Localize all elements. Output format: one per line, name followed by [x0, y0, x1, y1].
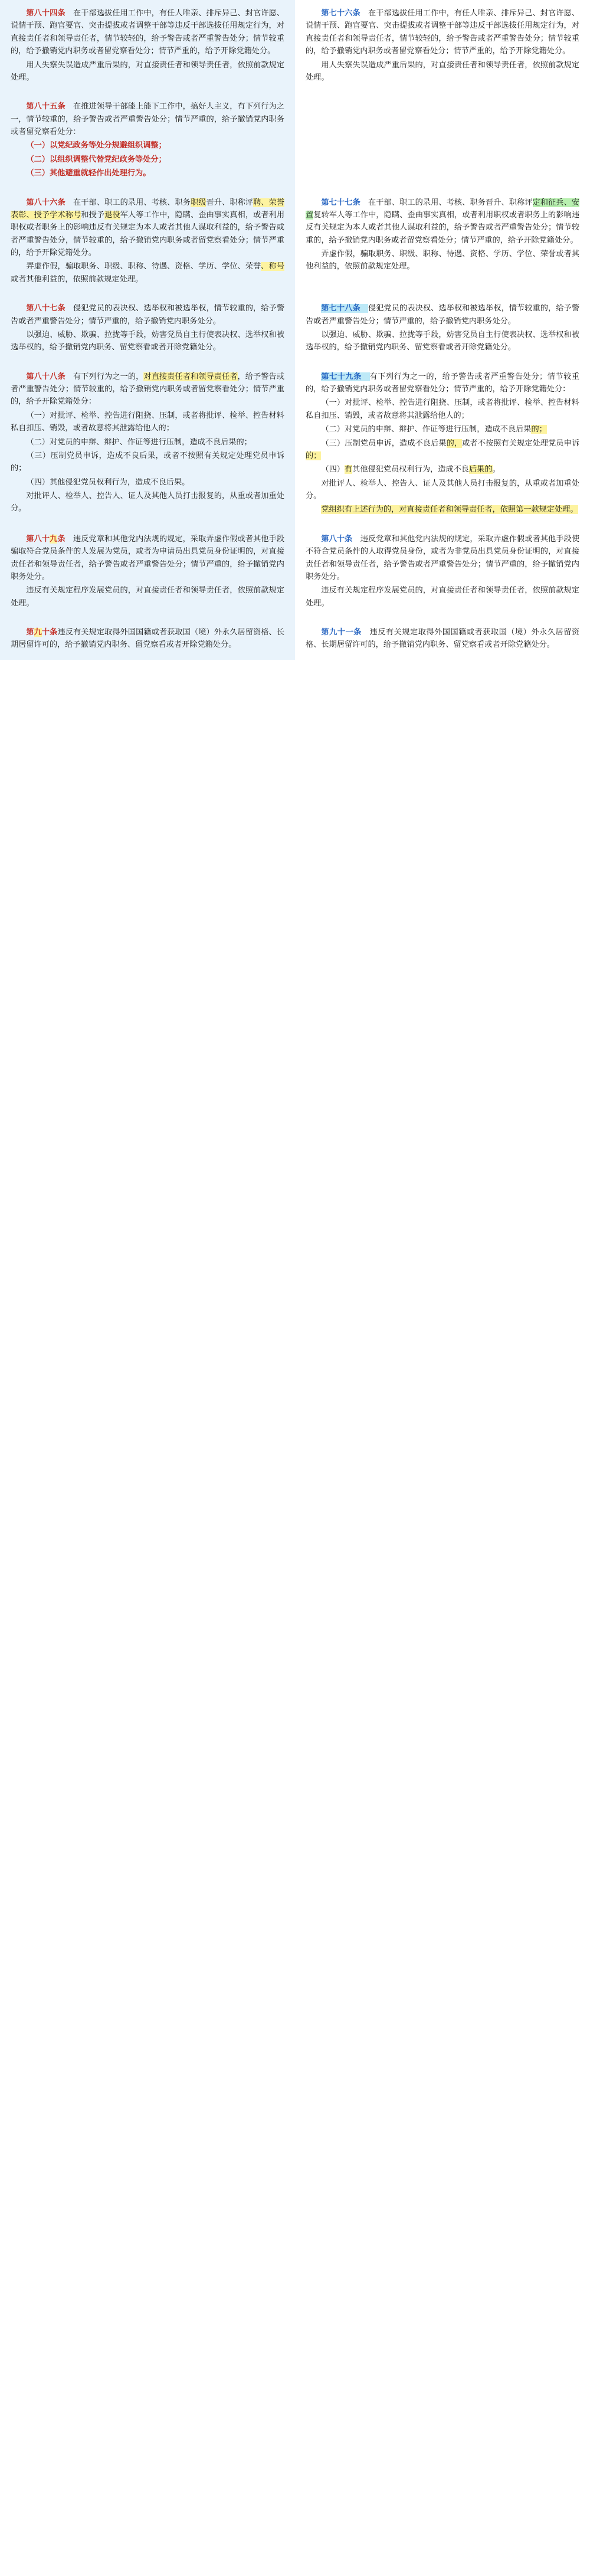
article-number: 第九十一条: [321, 628, 370, 637]
article-body: 用人失察失误造成严重后果的，对直接责任者和领导责任者，依照前款规定处理。: [11, 60, 284, 82]
highlight: 职级: [190, 198, 206, 207]
highlight: 有: [344, 465, 353, 474]
highlight: 的，: [446, 438, 463, 448]
article-number: 第八十六条: [26, 198, 73, 207]
comparison-document: [0, 0, 590, 660]
article-item: （二）对党员的申辩、辩护、作证等进行压制，造成不良后果的；: [321, 425, 547, 434]
right-column-cell: [295, 355, 590, 518]
highlight: 的；: [306, 451, 322, 460]
left-column-cell: [0, 181, 295, 287]
article-item: 对批评人、检举人、控告人、证人及其他人员打击报复的，从重或者加重处分。: [11, 492, 284, 513]
article-item: （一）对批评、检举、控告进行阻挠、压制，或者将批评、检举、控告材料私自扣压、销毁，或者故意将其泄露给他人的；: [306, 398, 579, 420]
right-column-cell: [295, 0, 590, 85]
right-column-cell: [295, 518, 590, 611]
left-column-cell: [0, 0, 295, 85]
article-body: 侵犯党员的表决权、选举权和被选举权，情节较重的，给予警告或者严重警告处分；情节严重的，给予撤销党内职务处分。: [11, 304, 285, 326]
article-body: 在干部选拔任用工作中，有任人唯亲、排斥异己、封官许愿、说情干预、跑官要官、突击提拔或者调整干部等违反干部选拔任用规定行为，对直接责任者和领导责任者，情节较轻的，给予警告或者严重警告处分；情节较重的，给予撤销党内职务或者留党察看处分；情节严重的，给予开除党籍处分。: [11, 9, 285, 56]
article-body: 违反有关规定取得外国国籍或者获取国（境）外永久居留资格、长期居留许可的，给予撤销党内职务、留党察看或者开除党籍处分。: [306, 628, 580, 650]
article-number: 第七十九条: [321, 372, 370, 381]
article-item: （四）有其他侵犯党员权利行为，造成不良后果的。: [321, 465, 500, 474]
article-item: 党组织有上述行为的，对直接责任者和领导责任者，依照第一款规定处理。: [321, 505, 578, 515]
left-column-cell: [0, 611, 295, 660]
article-body: 违反有关规定取得外国国籍或者获取国（境）外永久居留资格、长期居留许可的，给予撤销党内职务、留党察看或者开除党籍处分。: [11, 628, 285, 650]
article-item: （四）其他侵犯党员权利行为，造成不良后果。: [26, 477, 190, 487]
article-body: 在干部选拔任用工作中，有任人唯亲、排斥异己、封官许愿、说情干预、跑官要官、突击提拔或者调整干部等违反干部选拔任用规定行为，对直接责任者和领导责任者，情节较轻的，给予警告或者严重警告处分；情节较重的，给予撤销党内职务或者留党察看处分；情节严重的，给予开除党籍处分。: [306, 9, 580, 56]
section-row: [0, 181, 590, 287]
article-body: 在干部、职工的录用、考核、职务晋升、职称评定和征兵、安置复转军人等工作中，隐瞒、歪曲事实真相，或者利用职权或者职务上的影响违反有关规定为本人或者其他人谋取利益的，给予警告或者严重警告处分；情节较重的，给予撤销党内职务或者留党察看处分；情节严重的，给予开除党籍处分。: [306, 198, 580, 245]
article-number: 第七十六条: [321, 9, 368, 18]
article-body: 违反有关规定程序发展党员的，对直接责任者和领导责任者，依照前款规定处理。: [306, 586, 579, 608]
article-body: 在干部、职工的录用、考核、职务职级晋升、职称评聘、荣誉表彰、授予学术称号和授予退役军人等工作中，隐瞒、歪曲事实真相，或者利用职权或者职务上的影响违反有关规定为本人或者其他人谋取利益的，给予警告或者严重警告处分，情节较重的，给予撤销党内职务或者留党察看处分；情节严重的，给予开除党籍处分。: [11, 198, 285, 257]
article-body: 有下列行为之一的，给予警告或者严重警告处分；情节较重的，给予撤销党内职务或者留党察看处分；情节严重的，给予开除党籍处分：: [306, 372, 580, 394]
article-body: 弄虚作假，骗取职务、职级、职称、待遇、资格、学历、学位、荣誉、称号或者其他利益的，依照前款规定处理。: [11, 262, 285, 284]
article-item: （一）对批评、检举、控告进行阻挠、压制，或者将批评、检举、控告材料私自扣压、销毁，或者故意将其泄露给他人的；: [11, 411, 284, 433]
highlight: 对直接责任者和领导责任者: [143, 372, 238, 381]
left-column-cell: [0, 85, 295, 181]
left-column-cell: [0, 287, 295, 355]
article-item: （二）对党员的申辩、辩护、作证等进行压制，造成不良后果的；: [26, 437, 252, 447]
right-column-cell: [295, 85, 590, 181]
article-number: 第八十九条: [26, 534, 65, 544]
article-body: 用人失察失误造成严重后果的，对直接责任者和领导责任者，依照前款规定处理。: [306, 60, 579, 82]
section-row: [0, 85, 590, 181]
article-body: 有下列行为之一的，对直接责任者和领导责任者，给予警告或者严重警告处分；情节较重的，给予撤销党内职务或者留党察看处分；情节严重的，给予开除党籍处分：: [11, 372, 285, 407]
article-number: 第七十八条: [321, 304, 368, 313]
article-number: 第八十条: [321, 534, 360, 544]
article-body: 在推进领导干部能上能下工作中，搞好人主义，有下列行为之一，情节较重的，给予警告或者严重警告处分；情节严重的，给予撤销党内职务或者留党察看处分：: [11, 102, 285, 136]
section-row: [0, 287, 590, 355]
section-row: [0, 355, 590, 518]
article-number: 第八十七条: [26, 304, 73, 313]
right-column-cell: [295, 611, 590, 660]
section-row: [0, 518, 590, 611]
right-column-cell: [295, 287, 590, 355]
highlight: 后果的: [468, 465, 493, 474]
article-item: （二）以组织调整代替党纪政务等处分；: [26, 155, 166, 164]
article-body: 侵犯党员的表决权、选举权和被选举权，情节较重的，给予警告或者严重警告处分；情节严重的，给予撤销党内职务处分。: [306, 304, 580, 326]
section-row: [0, 0, 590, 85]
highlight: 退役: [104, 210, 120, 220]
right-column-cell: [295, 181, 590, 287]
article-body: 违反党章和其他党内法规的规定，采取弄虚作假或者其他手段使不符合党员条件的人取得党员身份，或者为非党员出具党员身份证明的，对直接责任者和领导责任者，给予警告或者严重警告处分；情节严重的，给予撤销党内职务处分。: [306, 534, 580, 581]
highlight: 聘、荣誉表彰、授予学术称号: [11, 198, 285, 220]
article-item: （三）压制党员申诉，造成不良后果，或者不按照有关规定处理党员申诉的；: [11, 451, 284, 473]
article-number: 第九十条: [26, 628, 58, 637]
left-column-cell: [0, 355, 295, 518]
article-body: 违反有关规定程序发展党员的，对直接责任者和领导责任者，依照前款规定处理。: [11, 586, 284, 608]
article-number: 第八十八条: [26, 372, 73, 381]
article-number: 第八十五条: [26, 102, 73, 112]
article-body: 以强迫、威胁、欺骗、拉拢等手段，妨害党员自主行使表决权、选举权和被选举权的，给予撤销党内职务、留党察看或者开除党籍处分。: [11, 330, 284, 352]
article-body: 违反党章和其他党内法规的规定，采取弄虚作假或者其他手段骗取符合党员条件的人发展为党员，或者为申请员出具党员身份证明的，对直接责任者和领导责任者，给予警告或者严重警告处分；情节严重的，给予撤销党内职务处分。: [11, 534, 285, 581]
article-body: 弄虚作假，骗取职务、职级、职称、待遇、资格、学历、学位、荣誉或者其他利益的，依照前款规定处理。: [306, 250, 579, 271]
article-item: （一）以党纪政务等处分规避组织调整；: [26, 141, 166, 150]
article-number: 第七十七条: [321, 198, 368, 207]
section-row: [0, 611, 590, 660]
highlight: 、称号: [261, 262, 285, 271]
article-item: （三）压制党员申诉，造成不良后果的，或者不按照有关规定处理党员申诉的；: [306, 438, 580, 460]
highlight: 定和征兵、安置: [306, 198, 580, 220]
article-item: 对批评人、检举人、控告人、证人及其他人员打击报复的，从重或者加重处分。: [306, 479, 579, 500]
article-body: 以强迫、威胁、欺骗、拉拢等手段，妨害党员自主行使表决权、选举权和被选举权的，给予撤销党内职务、留党察看或者开除党籍处分。: [306, 330, 579, 352]
article-number: 第八十四条: [26, 9, 73, 18]
highlight: 的；: [531, 425, 547, 434]
article-item: （三）其他避重就轻作出处理行为。: [26, 169, 151, 178]
left-column-cell: [0, 518, 295, 611]
